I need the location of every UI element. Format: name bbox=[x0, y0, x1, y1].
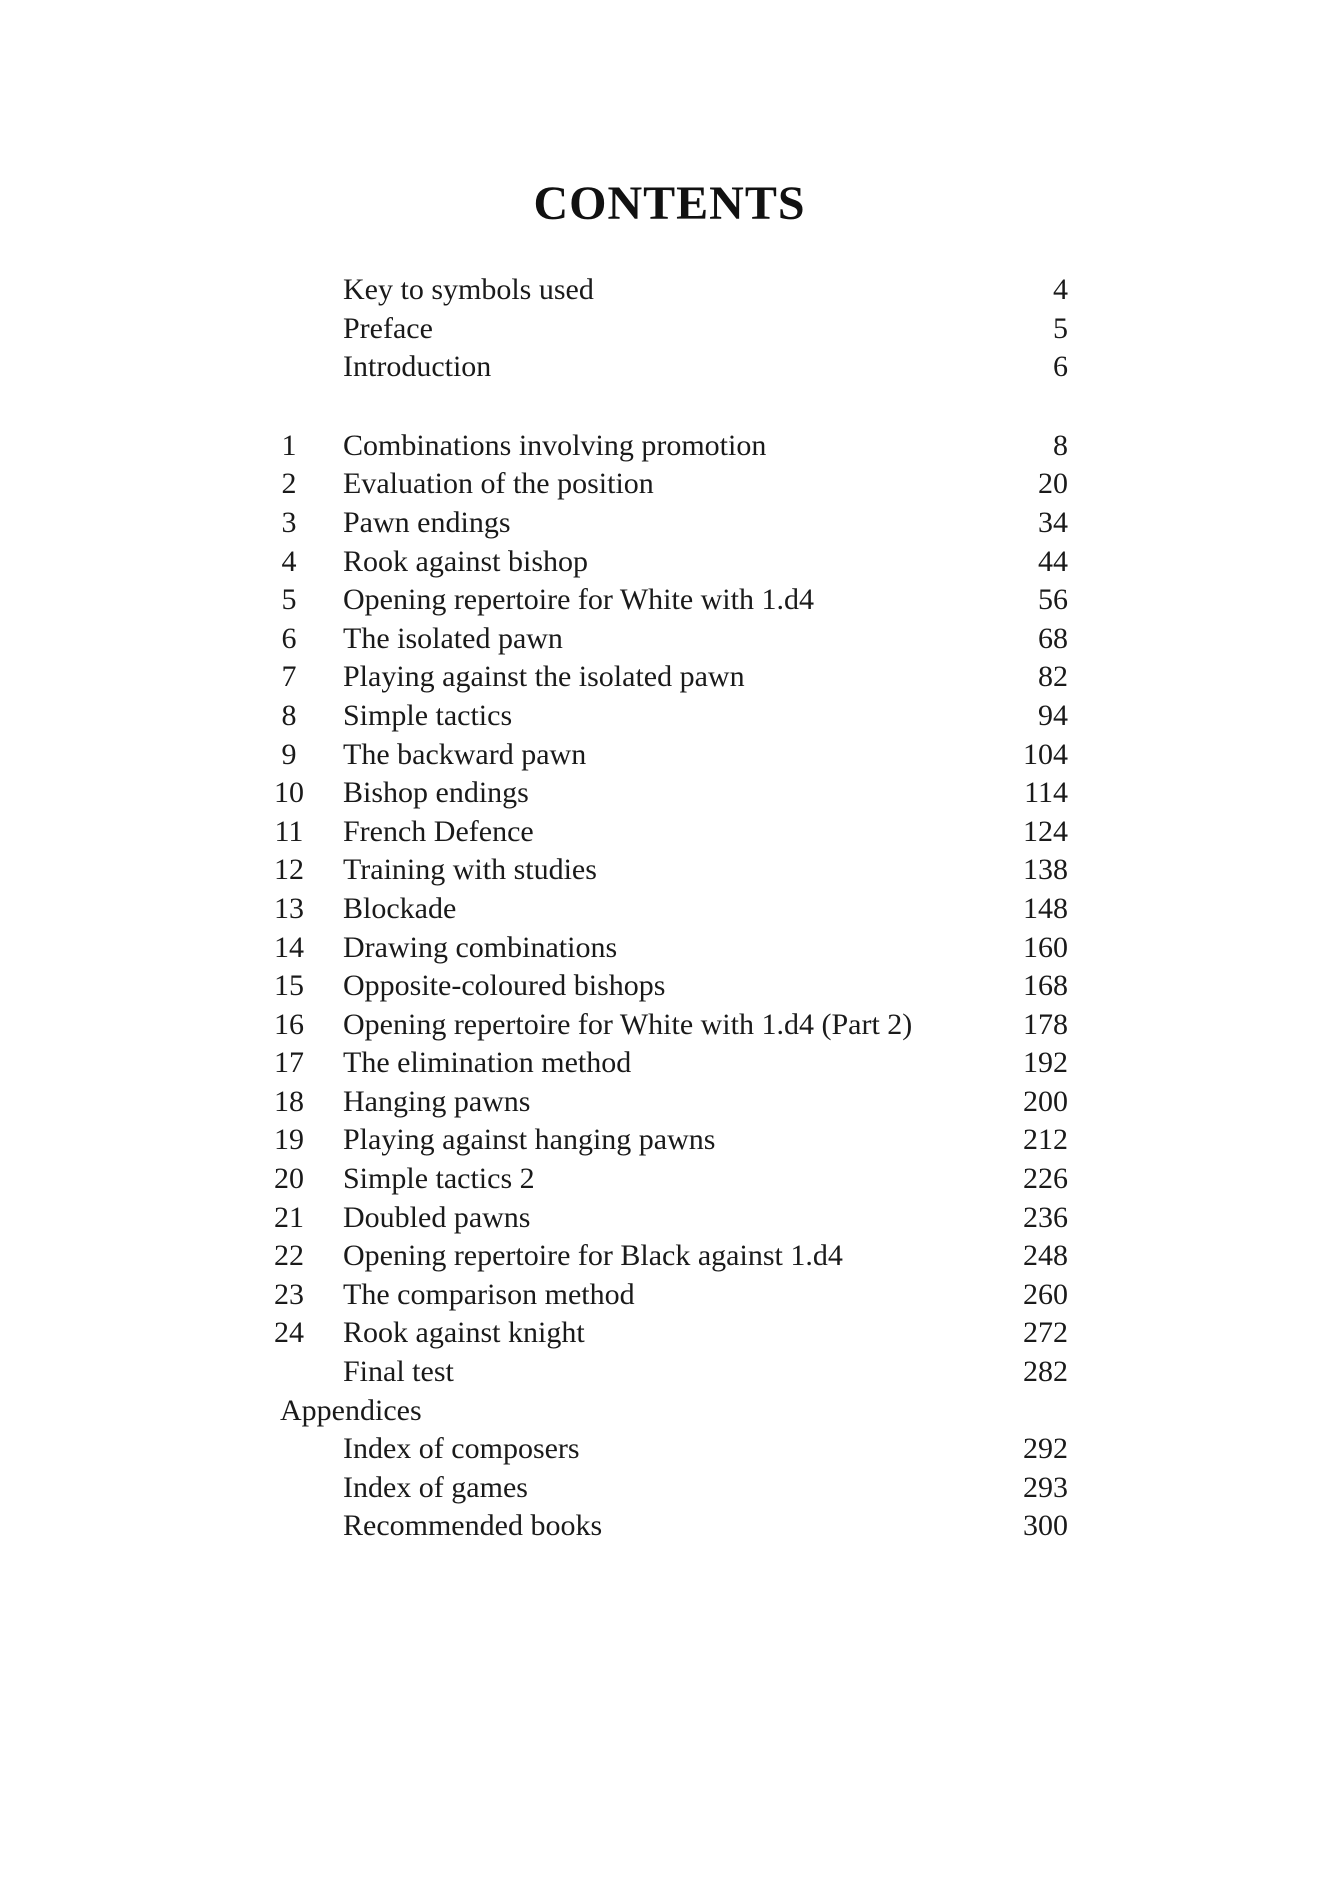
entry-label: Simple tactics 2 bbox=[343, 1162, 535, 1196]
toc-row bbox=[262, 1314, 1068, 1353]
entry-page-number: 200 bbox=[1023, 1084, 1068, 1118]
entry-page-number: 114 bbox=[1024, 776, 1068, 810]
entry-label: Playing against hanging pawns bbox=[343, 1123, 716, 1157]
chapter-number: 15 bbox=[274, 969, 304, 1003]
toc-row bbox=[262, 774, 1068, 813]
toc-row bbox=[262, 1199, 1068, 1238]
toc-row bbox=[262, 813, 1068, 852]
entry-page-number: 292 bbox=[1023, 1432, 1068, 1466]
entry-page-number: 20 bbox=[1038, 467, 1068, 501]
entry-page-number: 148 bbox=[1023, 891, 1068, 925]
entry-label: Opening repertoire for Black against 1.d4 bbox=[343, 1239, 843, 1273]
entry-page-number: 56 bbox=[1038, 583, 1068, 617]
entry-label: The elimination method bbox=[343, 1046, 632, 1080]
chapter-number: 23 bbox=[274, 1277, 304, 1311]
toc-row bbox=[262, 1083, 1068, 1122]
entry-page-number: 300 bbox=[1023, 1509, 1068, 1543]
entry-page-number: 8 bbox=[1053, 428, 1068, 462]
chapter-number: 24 bbox=[274, 1316, 304, 1350]
entry-label: Evaluation of the position bbox=[343, 467, 654, 501]
appendix-list bbox=[262, 1430, 1068, 1546]
final-test-container bbox=[262, 1353, 1068, 1392]
entry-page-number: 293 bbox=[1023, 1470, 1068, 1504]
front-matter-list bbox=[262, 271, 1068, 387]
chapter-number: 7 bbox=[281, 660, 297, 694]
chapter-number: 2 bbox=[281, 467, 297, 501]
toc-row bbox=[262, 271, 1068, 310]
chapter-number: 9 bbox=[281, 737, 297, 771]
toc-row bbox=[262, 851, 1068, 890]
toc-row bbox=[262, 967, 1068, 1006]
toc-row bbox=[262, 581, 1068, 620]
entry-page-number: 260 bbox=[1023, 1277, 1068, 1311]
entry-label: Playing against the isolated pawn bbox=[343, 660, 745, 694]
entry-page-number: 82 bbox=[1038, 660, 1068, 694]
entry-page-number: 236 bbox=[1023, 1200, 1068, 1234]
entry-page-number: 34 bbox=[1038, 505, 1068, 539]
page-title: CONTENTS bbox=[533, 177, 806, 230]
entry-label: The comparison method bbox=[343, 1277, 635, 1311]
chapter-number: 6 bbox=[281, 621, 297, 655]
entry-label: Opposite-coloured bishops bbox=[343, 969, 666, 1003]
chapter-number: 3 bbox=[281, 505, 297, 539]
entry-label: Bishop endings bbox=[343, 776, 529, 810]
toc-row bbox=[262, 890, 1068, 929]
entry-label: Rook against knight bbox=[343, 1316, 585, 1350]
appendices-heading-label: Appendices bbox=[280, 1393, 422, 1427]
entry-page-number: 160 bbox=[1023, 930, 1068, 964]
entry-label: Introduction bbox=[343, 350, 492, 384]
entry-label: Doubled pawns bbox=[343, 1200, 531, 1234]
chapter-number: 10 bbox=[274, 776, 304, 810]
entry-page-number: 178 bbox=[1023, 1007, 1068, 1041]
chapter-number: 8 bbox=[281, 698, 297, 732]
chapter-number: 14 bbox=[274, 930, 304, 964]
toc-row bbox=[262, 1430, 1068, 1469]
entry-label: French Defence bbox=[343, 814, 534, 848]
entry-label: Simple tactics bbox=[343, 698, 513, 732]
table-of-contents bbox=[262, 271, 1068, 1546]
toc-row bbox=[262, 1353, 1068, 1392]
toc-row bbox=[262, 736, 1068, 775]
chapter-number: 1 bbox=[281, 428, 297, 462]
entry-label: Opening repertoire for White with 1.d4 (Part 2) bbox=[343, 1007, 913, 1041]
entry-label: The isolated pawn bbox=[343, 621, 563, 655]
entry-page-number: 68 bbox=[1038, 621, 1068, 655]
chapter-number: 17 bbox=[274, 1046, 304, 1080]
chapter-number: 5 bbox=[281, 583, 297, 617]
entry-label: Index of composers bbox=[343, 1432, 580, 1466]
entry-label: Index of games bbox=[343, 1470, 528, 1504]
toc-row bbox=[262, 620, 1068, 659]
entry-page-number: 124 bbox=[1023, 814, 1068, 848]
entry-page-number: 226 bbox=[1023, 1162, 1068, 1196]
entry-label: The backward pawn bbox=[343, 737, 587, 771]
toc-row bbox=[262, 1507, 1068, 1546]
entry-page-number: 138 bbox=[1023, 853, 1068, 887]
entry-page-number: 6 bbox=[1053, 350, 1068, 384]
chapter-number: 19 bbox=[274, 1123, 304, 1157]
toc-row bbox=[262, 1160, 1068, 1199]
entry-page-number: 4 bbox=[1053, 273, 1068, 306]
entry-label: Blockade bbox=[343, 891, 457, 925]
entry-label: Key to symbols used bbox=[343, 273, 594, 306]
appendices-heading bbox=[262, 1392, 1068, 1431]
toc-row bbox=[262, 465, 1068, 504]
toc-row bbox=[262, 504, 1068, 543]
chapter-number: 11 bbox=[274, 814, 304, 848]
entry-page-number: 212 bbox=[1023, 1123, 1068, 1157]
chapter-number: 12 bbox=[274, 853, 304, 887]
toc-row bbox=[262, 1276, 1068, 1315]
entry-page-number: 282 bbox=[1023, 1355, 1068, 1389]
entry-page-number: 272 bbox=[1023, 1316, 1068, 1350]
entry-page-number: 248 bbox=[1023, 1239, 1068, 1273]
front-matter-gap bbox=[262, 387, 1068, 427]
entry-label: Combinations involving promotion bbox=[343, 428, 767, 462]
chapter-number: 20 bbox=[274, 1162, 304, 1196]
toc-row bbox=[262, 1469, 1068, 1508]
entry-page-number: 168 bbox=[1023, 969, 1068, 1003]
entry-label: Recommended books bbox=[343, 1509, 603, 1543]
entry-page-number: 104 bbox=[1023, 737, 1068, 771]
chapter-number: 21 bbox=[274, 1200, 304, 1234]
toc-row bbox=[262, 543, 1068, 582]
entry-page-number: 192 bbox=[1023, 1046, 1068, 1080]
entry-label: Training with studies bbox=[343, 853, 597, 887]
chapter-number: 22 bbox=[274, 1239, 304, 1273]
chapter-list bbox=[262, 427, 1068, 1353]
toc-row bbox=[262, 697, 1068, 736]
toc-row bbox=[262, 348, 1068, 387]
toc-row bbox=[262, 658, 1068, 697]
chapter-number: 13 bbox=[274, 891, 304, 925]
entry-label: Rook against bishop bbox=[343, 544, 588, 578]
toc-row bbox=[262, 929, 1068, 968]
toc-row bbox=[262, 427, 1068, 466]
toc-row bbox=[262, 1006, 1068, 1045]
toc-row bbox=[262, 1237, 1068, 1276]
entry-label: Pawn endings bbox=[343, 505, 511, 539]
chapter-number: 16 bbox=[274, 1007, 304, 1041]
entry-label: Final test bbox=[343, 1355, 454, 1389]
entry-label: Preface bbox=[343, 311, 433, 345]
entry-label: Drawing combinations bbox=[343, 930, 618, 964]
toc-row bbox=[262, 1121, 1068, 1160]
entry-label: Hanging pawns bbox=[343, 1084, 531, 1118]
toc-row bbox=[262, 1044, 1068, 1083]
entry-page-number: 94 bbox=[1038, 698, 1068, 732]
entry-label: Opening repertoire for White with 1.d4 bbox=[343, 583, 814, 617]
toc-row bbox=[262, 310, 1068, 349]
entry-page-number: 5 bbox=[1053, 311, 1068, 345]
entry-page-number: 44 bbox=[1038, 544, 1068, 578]
chapter-number: 4 bbox=[281, 544, 297, 578]
chapter-number: 18 bbox=[274, 1084, 304, 1118]
